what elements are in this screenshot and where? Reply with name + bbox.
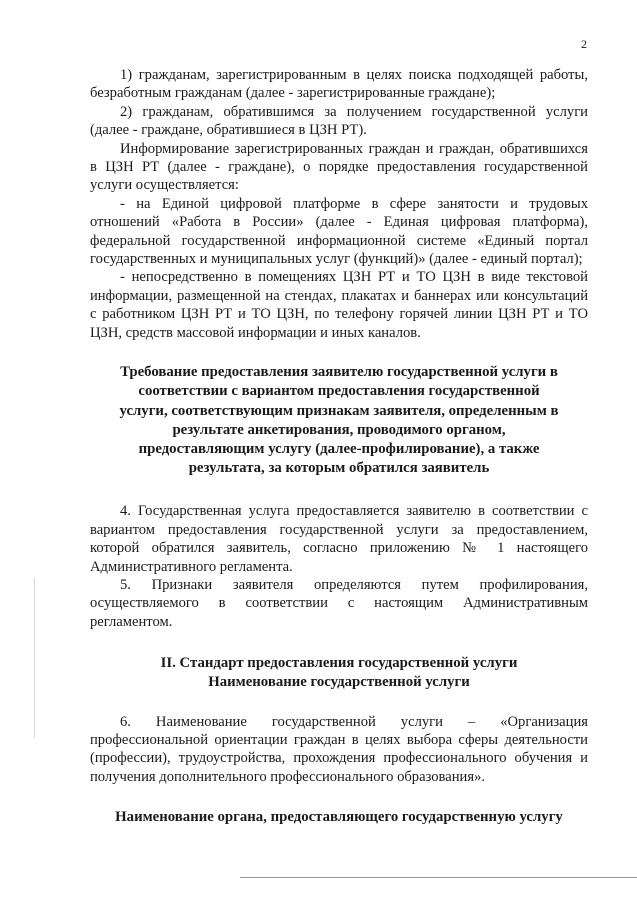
paragraph-item-5: 5. Признаки заявителя определяются путем профилирования, осуществляемого в соответствии с настоящим Административным регламентом.	[90, 576, 588, 630]
document-body	[90, 66, 588, 827]
page-number: 2	[581, 37, 587, 51]
bottom-rule	[240, 877, 637, 878]
paragraph-applicant-citizens: 2) гражданам, обратившимся за получением государственной услуги (далее - граждане, обратившиеся в ЦЗН РТ).	[90, 103, 588, 139]
scan-edge-mark	[34, 578, 35, 738]
paragraph-item-6: 6. Наименование государственной услуги – «Организация профессиональной ориентации граждан в целях выбора сферы деятельности (профессии), трудоустройства, прохождения профессионального обучения и получения дополнительного профессионального образования».	[90, 713, 588, 785]
heading-requirement: Требование предоставления заявителю государственной услуги в соответствии с вариантом предоставления государственной услуги, соответствующим признакам заявителя, определенным в результате анкетирования, проводимого органом, предоставляющим услугу (далее-профилирование), а также результата, за которым обратился заявитель	[119, 364, 559, 477]
paragraph-informing: Информирование зарегистрированных граждан и граждан, обратившихся в ЦЗН РТ (далее - граждане), о порядке предоставления государственной услуги осуществляется:	[90, 140, 588, 194]
heading-service-name: Наименование государственной услуги	[208, 674, 470, 691]
paragraph-premises: - непосредственно в помещениях ЦЗН РТ и ТО ЦЗН в виде текстовой информации, размещенной на стендах, плакатах и баннерах или консультаций с работником ЦЗН РТ и ТО ЦЗН, по телефону горячей линии ЦЗН РТ и ТО ЦЗН, средств массовой информации и иных каналов.	[90, 269, 588, 341]
heading-authority: Наименование органа, предоставляющего государственную услугу	[115, 809, 563, 826]
heading-standard: II. Стандарт предоставления государственной услуги	[160, 655, 518, 672]
paragraph-registered-citizens: 1) гражданам, зарегистрированным в целях поиска подходящей работы, безработным гражданам (далее - зарегистрированные граждане);	[90, 67, 588, 102]
paragraph-item-4: 4. Государственная услуга предоставляется заявителю в соответствии с вариантом предоставления государственной услуги за предоставлением, которой обратился заявитель, согласно приложению № 1 настоящего Административного регламента.	[90, 503, 588, 575]
paragraph-digital-platform: - на Единой цифровой платформе в сфере занятости и трудовых отношений «Работа в России» (далее - Единая цифровая платформа), федеральной государственной информационной системе «Единый портал государственных и муниципальных услуг (функций)» (далее - единый портал);	[90, 195, 588, 268]
